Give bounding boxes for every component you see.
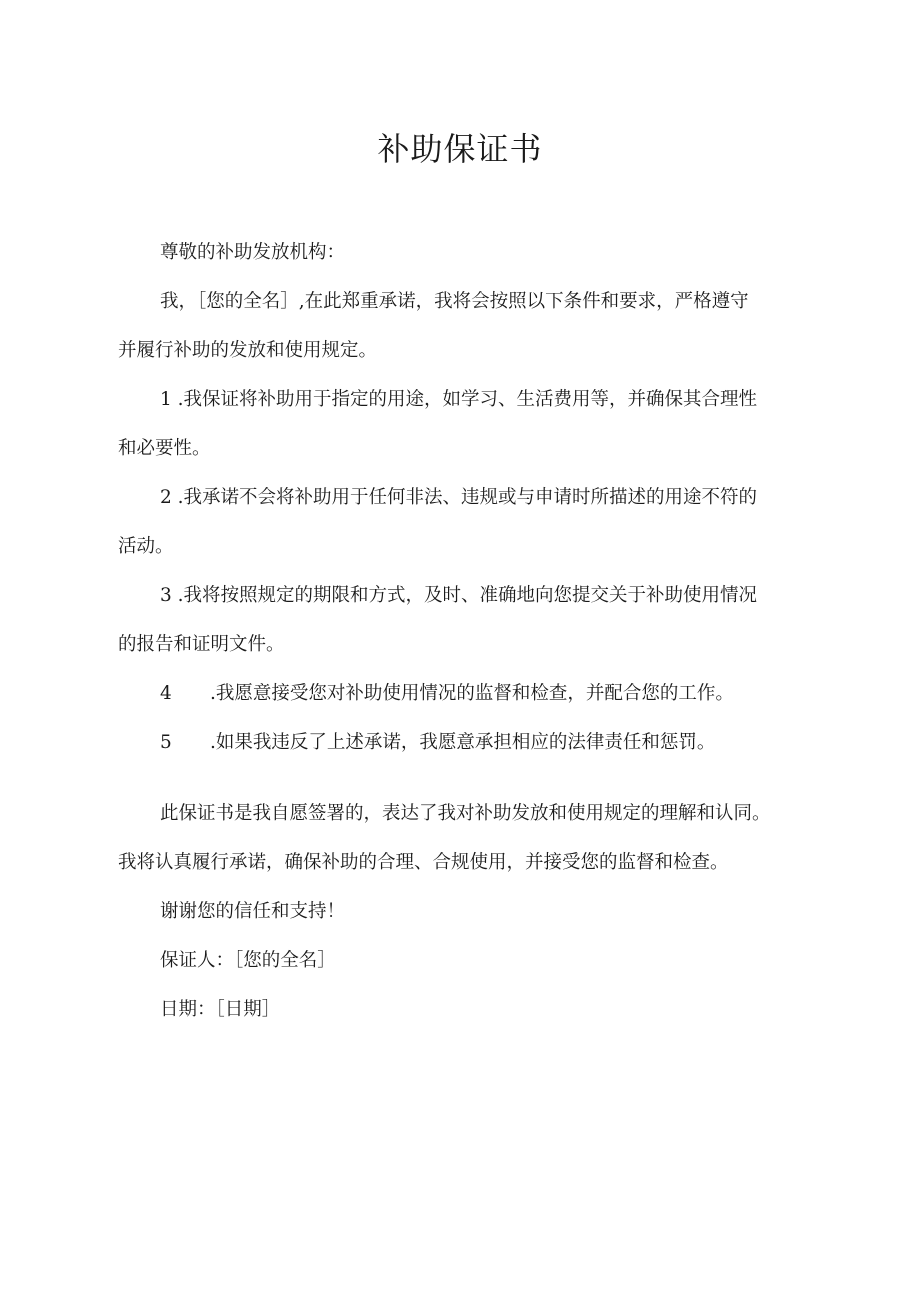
item-1-text: .我保证将补助用于指定的用途，如学习、生活费用等，并确保其合理性 — [177, 389, 758, 410]
item-1-line-2: 和必要性。 — [118, 438, 211, 459]
item-3-number: 3 — [160, 585, 172, 606]
item-2-line-2: 活动。 — [118, 536, 174, 557]
closing-line-2: 我将认真履行承诺，确保补助的合理、合规使用，并接受您的监督和检查。 — [118, 852, 729, 873]
item-3-text: .我将按照规定的期限和方式，及时、准确地向您提交关于补助使用情况 — [177, 585, 758, 606]
item-4-text: .我愿意接受您对补助使用情况的监督和检查，并配合您的工作。 — [210, 683, 734, 704]
item-2-text: .我承诺不会将补助用于任何非法、违规或与申请时所描述的用途不符的 — [177, 487, 758, 508]
intro-line-1: 我，［您的全名］,在此郑重承诺，我将会按照以下条件和要求，严格遵守 — [160, 291, 749, 312]
item-5-line-1 — [118, 718, 818, 767]
salutation: 尊敬的补助发放机构： — [160, 242, 346, 263]
item-3-line-1 — [118, 571, 818, 620]
item-5-number: 5 — [160, 732, 172, 753]
closing-line-1: 此保证书是我自愿签署的，表达了我对补助发放和使用规定的理解和认同。 — [160, 803, 771, 824]
item-2-line-1 — [118, 473, 818, 522]
item-2-number: 2 — [160, 487, 172, 508]
item-3-line-2: 的报告和证明文件。 — [118, 634, 285, 655]
date-line: 日期：［日期］ — [160, 999, 281, 1020]
item-1-line-1 — [118, 375, 818, 424]
document-body — [118, 228, 818, 1034]
item-1-number: 1 — [160, 389, 172, 410]
thanks-line: 谢谢您的信任和支持！ — [160, 901, 346, 922]
document-title: 补助保证书 — [377, 130, 543, 168]
item-4-number: 4 — [160, 683, 172, 704]
item-5-text: .如果我违反了上述承诺，我愿意承担相应的法律责任和惩罚。 — [210, 732, 716, 753]
item-4-line-1 — [118, 669, 818, 718]
guarantor-line: 保证人：［您的全名］ — [160, 950, 336, 971]
intro-line-2: 并履行补助的发放和使用规定。 — [118, 340, 378, 361]
